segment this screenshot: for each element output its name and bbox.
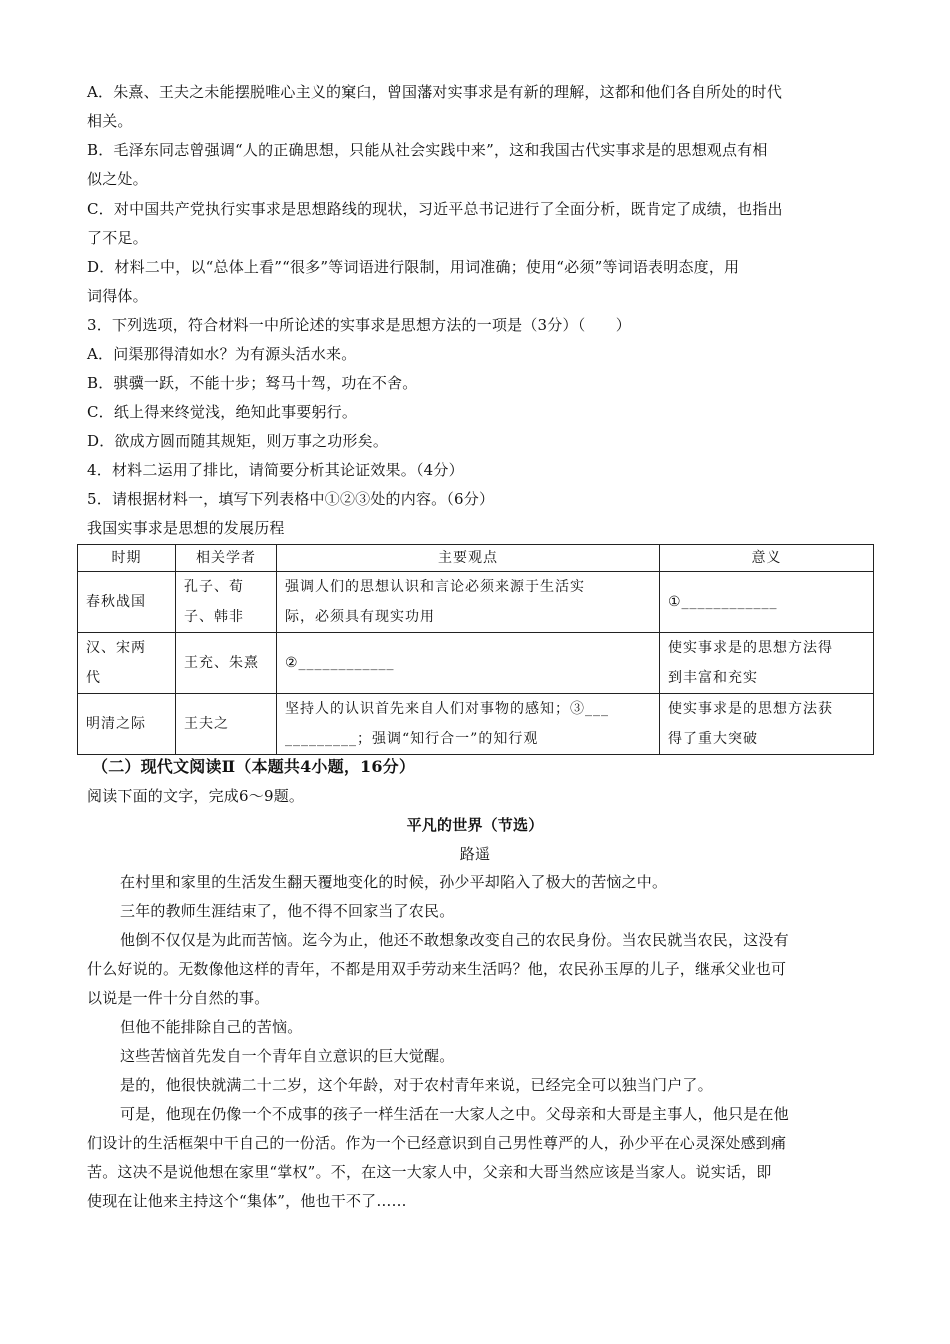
paragraph-line: 他倒不仅仅是为此而苦恼。迄今为止，他还不敢想象改变自己的农民身份。当农民就当农民，这没有 (120, 931, 789, 949)
section-instruction: 阅读下面的文字，完成6～9题。 (87, 787, 305, 805)
q4-stem: 4．材料二运用了排比，请简要分析其论证效果。（4分） (87, 461, 464, 479)
header-view: 主要观点 (277, 545, 660, 572)
cell-meaning-line: 使实事求是的思想方法得 (668, 640, 833, 656)
paragraph-line: 在村里和家里的生活发生翻天覆地变化的时候，孙少平却陷入了极大的苦恼之中。 (120, 873, 668, 891)
cell-view-line: _________；强调“知行合一”的知行观 (285, 731, 539, 747)
paragraph-line: 但他不能排除自己的苦恼。 (120, 1018, 303, 1036)
q2-option-a-line2: 相关。 (87, 112, 133, 130)
cell-view (277, 572, 660, 633)
paragraph-line: 们设计的生活框架中干自己的一份活。作为一个已经意识到自己男性尊严的人，孙少平在心灵深处感到痛 (87, 1134, 787, 1152)
cell-view (277, 694, 660, 755)
q2-option-d-line2: 词得体。 (87, 287, 148, 305)
q2-option-d-line1: D．材料二中，以“总体上看”“很多”等词语进行限制，用词准确；使用“必须”等词语表明态度，用 (87, 258, 740, 276)
q2-option-a-line1: A．朱熹、王夫之未能摆脱唯心主义的窠臼，曾国藩对实事求是有新的理解，这都和他们各自所处的时代 (87, 83, 783, 101)
paragraph-line: 什么好说的。无数像他这样的青年，不都是用双手劳动来生活吗？他，农民孙玉厚的儿子，继承父业也可 (87, 960, 787, 978)
paragraph-line: 以说是一件十分自然的事。 (87, 989, 270, 1007)
cell-meaning-line: 得了重大突破 (668, 731, 758, 747)
q5-stem: 5．请根据材料一，填写下列表格中①②③处的内容。（6分） (87, 490, 495, 508)
cell-view-line-blank-3: 坚持人的认识首先来自人们对事物的感知；③___ (285, 701, 609, 717)
q3-option-d: D．欲成方圆而随其规矩，则万事之功形矣。 (87, 432, 389, 450)
q2-option-c-line2: 了不足。 (87, 229, 148, 247)
cell-meaning-line: 使实事求是的思想方法获 (668, 701, 833, 717)
q3-option-c: C．纸上得来终觉浅，绝知此事要躬行。 (87, 403, 358, 421)
cell-meaning (660, 633, 874, 694)
article-author: 路遥 (459, 845, 491, 863)
cell-scholars: 王充、朱熹 (176, 633, 277, 694)
development-table (77, 544, 874, 755)
paragraph-line: 这些苦恼首先发自一个青年自立意识的巨大觉醒。 (120, 1047, 455, 1065)
header-period: 时期 (78, 545, 176, 572)
cell-period-line: 汉、宋两 (86, 640, 146, 656)
header-scholars: 相关学者 (176, 545, 277, 572)
cell-period-line: 代 (86, 670, 101, 686)
cell-view-line: 际，必须具有现实功用 (285, 609, 435, 625)
table-row (78, 572, 874, 633)
q2-option-b-line2: 似之处。 (87, 170, 148, 188)
table-row (78, 633, 874, 694)
paragraph-line: 可是，他现在仍像一个不成事的孩子一样生活在一大家人之中。父母亲和大哥是主事人，他只是在他 (120, 1105, 789, 1123)
cell-scholars: 王夫之 (176, 694, 277, 755)
table-caption: 我国实事求是思想的发展历程 (87, 519, 285, 537)
cell-scholars-line: 子、韩非 (184, 609, 244, 625)
cell-view-blank-2: ②____________ (277, 633, 660, 694)
cell-meaning-line: 到丰富和充实 (668, 670, 758, 686)
cell-meaning (660, 694, 874, 755)
q3-stem: 3．下列选项，符合材料一中所论述的实事求是思想方法的一项是（3分）（ ） (87, 316, 631, 334)
q3-option-a: A．问渠那得清如水？为有源头活水来。 (87, 345, 357, 363)
cell-period: 明清之际 (78, 694, 176, 755)
cell-period (78, 633, 176, 694)
article-title: 平凡的世界（节选） (406, 816, 544, 834)
q2-option-b-line1: B．毛泽东同志曾强调“人的正确思想，只能从社会实践中来”，这和我国古代实事求是的思想观点有相 (87, 141, 768, 159)
cell-scholars-line: 孔子、荀 (184, 579, 244, 595)
cell-period: 春秋战国 (78, 572, 176, 633)
cell-meaning-blank-1: ①____________ (660, 572, 874, 633)
q2-option-c-line1: C．对中国共产党执行实事求是思想路线的现状，习近平总书记进行了全面分析，既肯定了成绩，也指出 (87, 200, 783, 218)
cell-view-line: 强调人们的思想认识和言论必须来源于生活实 (285, 579, 585, 595)
paragraph-line: 苦。这决不是说他想在家里“掌权”。不，在这一大家人中，父亲和大哥当然应该是当家人。说实话，即 (87, 1163, 772, 1181)
table-header-row (78, 545, 874, 572)
table-row (78, 694, 874, 755)
paragraph-line: 使现在让他来主持这个“集体”，他也干不了…… (87, 1192, 407, 1210)
header-meaning: 意义 (660, 545, 874, 572)
q3-option-b: B．骐骥一跃，不能十步；驽马十驾，功在不舍。 (87, 374, 418, 392)
cell-scholars (176, 572, 277, 633)
section-title: （二）现代文阅读Ⅱ（本题共4小题，16分） (92, 757, 416, 776)
paragraph-line: 三年的教师生涯结束了，他不得不回家当了农民。 (120, 902, 455, 920)
paragraph-line: 是的，他很快就满二十二岁，这个年龄，对于农村青年来说，已经完全可以独当门户了。 (120, 1076, 713, 1094)
